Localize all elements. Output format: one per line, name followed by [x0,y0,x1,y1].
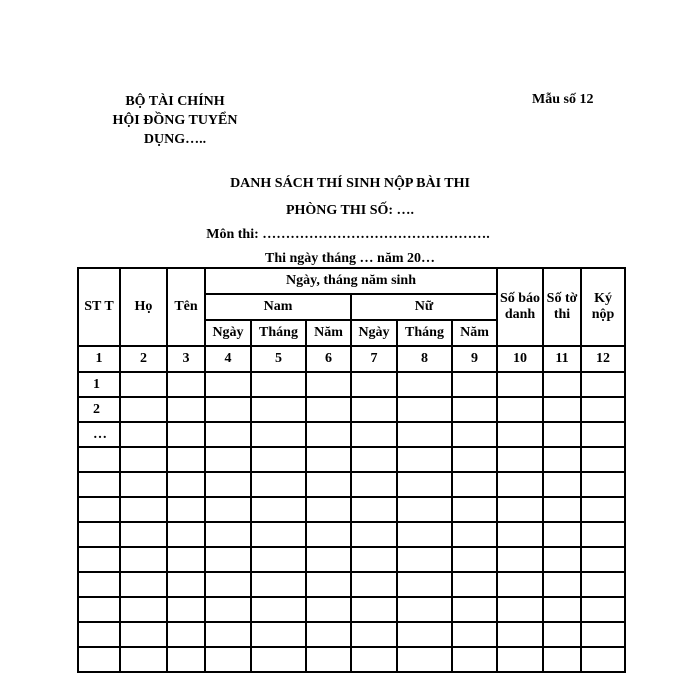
table-cell [581,522,625,547]
table-cell [497,597,543,622]
table-cell [251,447,306,472]
table-cell [351,597,397,622]
table-cell [306,372,351,397]
row-index-cell [78,497,120,522]
table-cell [167,522,205,547]
row-index-cell: 1 [78,372,120,397]
table-cell [167,422,205,447]
table-cell [581,497,625,522]
table-cell [120,622,167,647]
table-cell [205,522,251,547]
table-cell [497,397,543,422]
table-cell [581,447,625,472]
table-cell [581,597,625,622]
exam-room-line: PHÒNG THI SỐ: …. [285,203,415,218]
column-number-cell: 1 [78,346,120,372]
table-cell [205,647,251,672]
row-index-cell [78,597,120,622]
table-cell [167,622,205,647]
column-number-cell: 7 [351,346,397,372]
table-row [78,547,625,572]
table-cell [397,397,452,422]
table-cell [543,622,581,647]
table-cell [452,447,497,472]
table-cell [251,397,306,422]
table-cell [397,597,452,622]
org-name-line2: HỘI ĐỒNG TUYỂN [112,113,238,128]
column-number-cell: 6 [306,346,351,372]
table-cell [452,522,497,547]
header-male-year: Năm [306,320,351,346]
row-index-cell [78,547,120,572]
table-row [78,497,625,522]
table-row [78,597,625,622]
table-cell [351,472,397,497]
table-cell [351,547,397,572]
table-cell [351,522,397,547]
table-cell [543,547,581,572]
table-cell [251,422,306,447]
table-cell [351,572,397,597]
table-cell [397,372,452,397]
table-cell [120,372,167,397]
table-cell [397,572,452,597]
table-cell [543,522,581,547]
table-cell [543,647,581,672]
table-cell [351,647,397,672]
subject-line: Môn thi: …………………………………………. [206,227,490,242]
table-cell [167,397,205,422]
table-cell [306,572,351,597]
column-number-cell: 11 [543,346,581,372]
table-cell [251,522,306,547]
header-date-of-birth: Ngày, tháng năm sinh [205,268,497,294]
table-row [78,397,625,422]
table-cell [120,547,167,572]
table-cell [351,372,397,397]
table-cell [167,372,205,397]
row-index-cell [78,622,120,647]
table-cell [306,447,351,472]
table-cell [251,372,306,397]
table-cell [497,647,543,672]
header-ten: Tên [167,268,205,346]
table-cell [306,597,351,622]
table-cell [205,497,251,522]
table-cell [205,547,251,572]
table-cell [581,472,625,497]
header-male-month: Tháng [251,320,306,346]
table-cell [205,472,251,497]
header-candidate-number: Số báo danh [497,268,543,346]
table-cell [351,497,397,522]
header-male-day: Ngày [205,320,251,346]
table-cell [120,397,167,422]
table-cell [306,522,351,547]
table-row [78,422,625,447]
table-row [78,572,625,597]
row-index-cell: … [78,422,120,447]
table-cell [120,647,167,672]
table-cell [351,422,397,447]
table-cell [306,547,351,572]
table-row [78,522,625,547]
table-row [78,372,625,397]
table-cell [581,397,625,422]
table-cell [452,497,497,522]
table-cell [205,397,251,422]
table-cell [120,447,167,472]
column-number-cell: 5 [251,346,306,372]
table-cell [397,422,452,447]
organization-header [100,92,250,149]
table-cell [251,497,306,522]
org-name-line1: BỘ TÀI CHÍNH [125,94,225,109]
header-female: Nữ [351,294,497,320]
table-cell [452,397,497,422]
table-cell [452,547,497,572]
table-cell [351,397,397,422]
table-cell [205,372,251,397]
header-male: Nam [205,294,351,320]
table-cell [120,472,167,497]
table-cell [251,622,306,647]
header-female-month: Tháng [397,320,452,346]
table-cell [543,447,581,472]
table-cell [120,497,167,522]
table-cell [452,372,497,397]
org-name-line3: DỤNG….. [143,132,207,147]
table-cell [452,422,497,447]
table-cell [543,397,581,422]
column-number-cell: 9 [452,346,497,372]
table-cell [306,622,351,647]
table-cell [497,372,543,397]
table-cell [497,622,543,647]
table-cell [397,522,452,547]
table-cell [452,622,497,647]
column-number-cell: 12 [581,346,625,372]
table-cell [306,647,351,672]
table-cell [251,597,306,622]
table-cell [497,422,543,447]
table-cell [397,547,452,572]
table-cell [497,522,543,547]
table-cell [120,597,167,622]
table-cell [167,472,205,497]
table-cell [452,572,497,597]
row-index-cell: 2 [78,397,120,422]
table-cell [543,597,581,622]
table-cell [251,647,306,672]
table-cell [306,472,351,497]
table-cell [397,497,452,522]
table-cell [581,547,625,572]
column-number-row [78,346,625,372]
table-cell [167,497,205,522]
table-cell [205,572,251,597]
table-cell [351,447,397,472]
table-row [78,622,625,647]
table-cell [306,397,351,422]
table-cell [581,622,625,647]
table-cell [581,647,625,672]
table-row [78,472,625,497]
table-cell [581,372,625,397]
table-cell [205,597,251,622]
table-cell [397,447,452,472]
table-cell [397,622,452,647]
header-stt: ST T [78,268,120,346]
table-cell [205,447,251,472]
row-index-cell [78,572,120,597]
table-cell [543,422,581,447]
column-number-cell: 8 [397,346,452,372]
column-number-cell: 10 [497,346,543,372]
submission-table [77,267,626,673]
table-cell [543,372,581,397]
table-cell [497,547,543,572]
table-cell [205,622,251,647]
table-row [78,447,625,472]
table-cell [251,572,306,597]
table-cell [452,472,497,497]
table-cell [497,447,543,472]
table-row [78,647,625,672]
row-index-cell [78,472,120,497]
table-cell [306,422,351,447]
table-cell [251,547,306,572]
table-cell [167,597,205,622]
table-cell [167,647,205,672]
column-number-cell: 2 [120,346,167,372]
table-cell [543,572,581,597]
header-ho: Họ [120,268,167,346]
row-index-cell [78,647,120,672]
table-cell [581,572,625,597]
column-number-cell: 4 [205,346,251,372]
table-cell [397,647,452,672]
table-cell [306,497,351,522]
header-sheet-count: Số tờ thi [543,268,581,346]
row-index-cell [78,447,120,472]
table-cell [167,447,205,472]
table-cell [497,572,543,597]
table-cell [167,572,205,597]
table-cell [167,547,205,572]
row-index-cell [78,522,120,547]
table-cell [452,647,497,672]
table-cell [397,472,452,497]
table-cell [120,572,167,597]
form-number: Mẫu số 12 [532,92,594,107]
table-cell [205,422,251,447]
column-number-cell: 3 [167,346,205,372]
header-signature: Ký nộp [581,268,625,346]
table-cell [351,622,397,647]
table-cell [497,497,543,522]
table-cell [581,422,625,447]
table-cell [120,522,167,547]
header-female-year: Năm [452,320,497,346]
table-cell [497,472,543,497]
table-cell [120,422,167,447]
table-cell [543,497,581,522]
table-cell [251,472,306,497]
exam-date-line: Thi ngày tháng … năm 20… [265,251,435,266]
table-cell [452,597,497,622]
header-female-day: Ngày [351,320,397,346]
document-title: DANH SÁCH THÍ SINH NỘP BÀI THI [230,176,470,191]
table-cell [543,472,581,497]
